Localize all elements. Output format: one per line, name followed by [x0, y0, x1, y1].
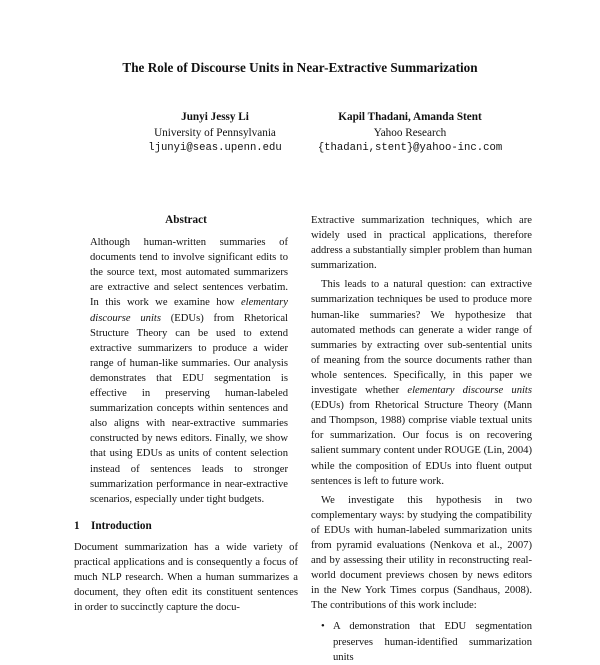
abstract-body: [74, 235, 298, 507]
paragraph-text: (EDUs) from Rhetorical Structure Theory (Mann and Thompson, 1988) comprise viable textual units for summarization. Our focus is on recovering salient summary content under ROUGE (Lin, 2004) while the composition of EDUs into fluent output sentences is left to future work.: [311, 400, 532, 487]
author-affiliation: Yahoo Research: [373, 126, 447, 139]
section-heading: [74, 519, 298, 534]
list-item: [321, 619, 532, 664]
right-column: [311, 213, 532, 665]
section-title: Introduction: [91, 519, 152, 532]
abstract-heading: Abstract: [165, 214, 207, 226]
paragraph: Extractive summarization techniques, which are widely used in practical applications, therefore address a substantially simpler problem than human summarization.: [311, 215, 532, 272]
abstract-term: elementary discourse units: [90, 297, 288, 324]
left-column: [74, 213, 298, 615]
abstract-text: (EDUs) from Rhetorical Structure Theory can be used to extend extractive summarizers to produce a wider range of human-like summaries. Our analysis demonstrates that EDU segmentation is effective in preserving human-labeled summarization concepts within sentences and also aligns with near-extractive summaries constructed by news editors. Finally, we show that using EDUs as units of content selection instead of sentences leads to stronger summarization performance in near-extractive scenarios, especially under tight budgets.: [90, 312, 288, 505]
list-item-text: A demonstration that EDU segmentation preserves human-identified summarization units: [333, 621, 532, 663]
author-block-1: [110, 110, 320, 157]
paragraph: [311, 277, 532, 488]
author-name: Kapil Thadani, Amanda Stent: [338, 111, 482, 123]
author-email: ljunyi@seas.upenn.edu: [148, 142, 282, 154]
contributions-list: [311, 619, 532, 664]
section-number: 1: [74, 519, 80, 532]
author-block-2: [300, 110, 520, 157]
paragraph-text: This leads to a natural question: can extractive summarization techniques be used to produce more human-like summaries? We hypothesize that automated methods can generate a wider range of summaries by extracting over sub-sentential units of meaning from the source documents rather than whole sentences. Specifically, in this paper we investigate whether: [311, 279, 532, 397]
abstract-text: Although human-written summaries of documents tend to involve significant edits to the source text, most automated summarizers are extractive and select sentences verbatim. In this work we examine how: [90, 237, 288, 309]
paragraph: We investigate this hypothesis in two complementary ways: by studying the compatibility of EDUs with human-labeled summarization units from pyramid evaluations (Nenkova et al., 2007) and by assessing their utility in reconstructing real-world document previews chosen by news editors in the New York Times corpus (Sandhaus, 2008). The contributions of this work include:: [311, 494, 532, 612]
paper-title: The Role of Discourse Units in Near-Extractive Summarization: [122, 60, 478, 75]
intro-paragraph: Document summarization has a wide variety of practical applications and is consequently a focus of much NLP research. When a human summarizes a document, they often edit its constituent sentences in order to succinctly capture the docu-: [74, 541, 298, 614]
author-email: {thadani,stent}@yahoo-inc.com: [317, 142, 503, 154]
author-name: Junyi Jessy Li: [181, 111, 249, 123]
author-affiliation: University of Pennsylvania: [154, 126, 276, 139]
bullet-icon: •: [321, 621, 325, 633]
paragraph-term: elementary discourse units: [407, 385, 532, 397]
